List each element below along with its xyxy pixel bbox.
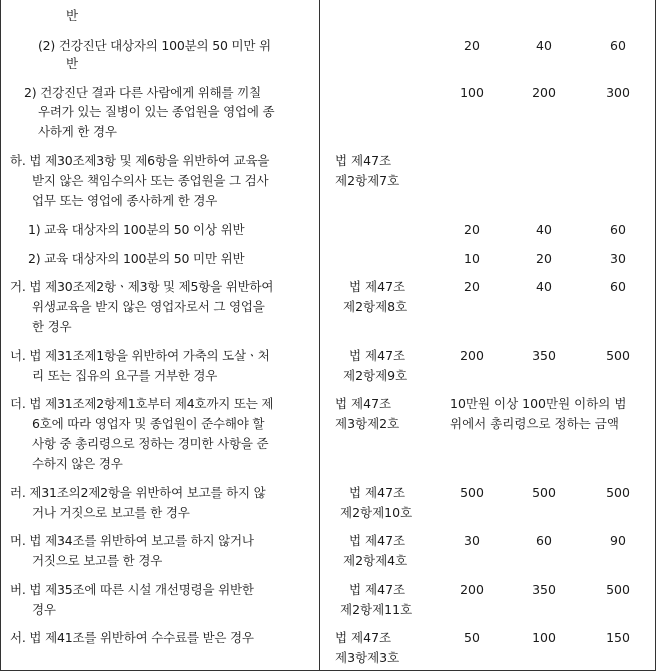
fine-third: 300 [606,85,630,100]
fine-third: 90 [610,533,626,548]
legal-basis-line: 법 제47조 [349,348,406,363]
legal-basis-line: 제2항제9호 [343,368,408,383]
row-desc-line: 한 경우 [32,319,72,334]
row-desc-line: 받지 않은 책임수의사 또는 종업원을 그 검사 [32,173,269,188]
row-desc-line: 서. 법 제41조를 위반하여 수수료를 받은 경우 [10,630,254,645]
legal-basis-line: 법 제47조 [349,533,406,548]
row-desc-line: 수하지 않은 경우 [32,456,123,471]
row-desc-line: 위생교육을 받지 않은 영업자로서 그 영업을 [32,299,265,314]
row-desc-line: 거. 법 제30조제2항ㆍ제3항 및 제5항을 위반하여 [10,279,274,294]
row-desc-line: 러. 제31조의2제2항을 위반하여 보고를 하지 않 [10,485,266,500]
fine-first: 30 [464,533,480,548]
legal-basis-line: 제2항제8호 [343,299,408,314]
fine-third: 60 [610,279,626,294]
fine-third: 60 [610,38,626,53]
legal-basis-line: 제2항제11호 [340,602,413,617]
fine-second: 60 [536,533,552,548]
row-desc-line: 우려가 있는 질병이 있는 종업원을 영업에 종 [38,104,275,119]
fine-third: 500 [606,485,630,500]
row-desc-line: 2) 건강진단 결과 다른 사람에게 위해를 끼칠 [24,85,261,100]
row-desc-line: 너. 법 제31조제1항을 위반하여 가축의 도살ㆍ처 [10,348,270,363]
fine-third: 30 [610,251,626,266]
row-desc-line: 더. 법 제31조제2항제1호부터 제4호까지 또는 제 [10,396,274,411]
row-desc-line: 사항 중 총리령으로 정하는 경미한 사항을 준 [32,436,269,451]
legal-basis-line: 제3항제3호 [335,650,400,665]
legal-basis-line: 법 제47조 [335,630,392,645]
row-desc-line: 6호에 따라 영업자 및 종업원이 준수해야 할 [32,416,265,431]
legal-basis-line: 법 제47조 [349,582,406,597]
legal-basis-line: 법 제47조 [335,396,392,411]
legal-basis-line: 제2항제7호 [335,173,400,188]
row-desc-line: 반 [66,56,78,71]
row-desc-line: 1) 교육 대상자의 100분의 50 이상 위반 [28,222,245,237]
legal-basis-line: 법 제47조 [349,279,406,294]
fine-third: 150 [606,630,630,645]
legal-basis-line: 제3항제2호 [335,416,400,431]
row-desc-line: 리 또는 집유의 요구를 거부한 경우 [32,368,218,383]
fine-second: 500 [532,485,556,500]
fine-second: 350 [532,582,556,597]
fine-third: 500 [606,582,630,597]
fine-range-line: 10만원 이상 100만원 이하의 범 [450,396,627,411]
row-desc-line: 하. 법 제30조제3항 및 제6항을 위반하여 교육을 [10,153,270,168]
row-desc-line: 버. 법 제35조에 따른 시설 개선명령을 위반한 [10,582,254,597]
fine-second: 20 [536,251,552,266]
fine-first: 50 [464,630,480,645]
row-desc-line: 거짓으로 보고를 한 경우 [32,553,163,568]
legal-basis-line: 제2항제10호 [340,505,413,520]
fine-first: 100 [460,85,484,100]
row-desc-line: 거나 거짓으로 보고를 한 경우 [32,505,190,520]
legal-basis-line: 법 제47조 [349,485,406,500]
fine-first: 10 [464,251,480,266]
legal-basis-line: 제2항제4호 [343,553,408,568]
fine-range-line: 위에서 총리령으로 정하는 금액 [450,416,619,431]
legal-basis-line: 법 제47조 [335,153,392,168]
table-border-left [0,0,1,671]
row-desc-line: 머. 법 제34조를 위반하여 보고를 하지 않거나 [10,533,254,548]
fine-second: 350 [532,348,556,363]
column-divider [319,0,320,671]
row-desc-line: 사하게 한 경우 [38,124,117,139]
fine-second: 40 [536,279,552,294]
fine-first: 20 [464,38,480,53]
fine-first: 500 [460,485,484,500]
row-desc-line: (2) 건강진단 대상자의 100분의 50 미만 위 [38,38,271,53]
fine-third: 500 [606,348,630,363]
fine-third: 60 [610,222,626,237]
row-desc-line: 반 [66,8,78,23]
fine-second: 100 [532,630,556,645]
fine-second: 40 [536,38,552,53]
fine-first: 20 [464,222,480,237]
fine-second: 40 [536,222,552,237]
fine-first: 20 [464,279,480,294]
row-desc-line: 경우 [32,602,56,617]
row-desc-line: 2) 교육 대상자의 100분의 50 미만 위반 [28,251,245,266]
fine-second: 200 [532,85,556,100]
fine-first: 200 [460,348,484,363]
fine-first: 200 [460,582,484,597]
row-desc-line: 업무 또는 영업에 종사하게 한 경우 [32,193,218,208]
